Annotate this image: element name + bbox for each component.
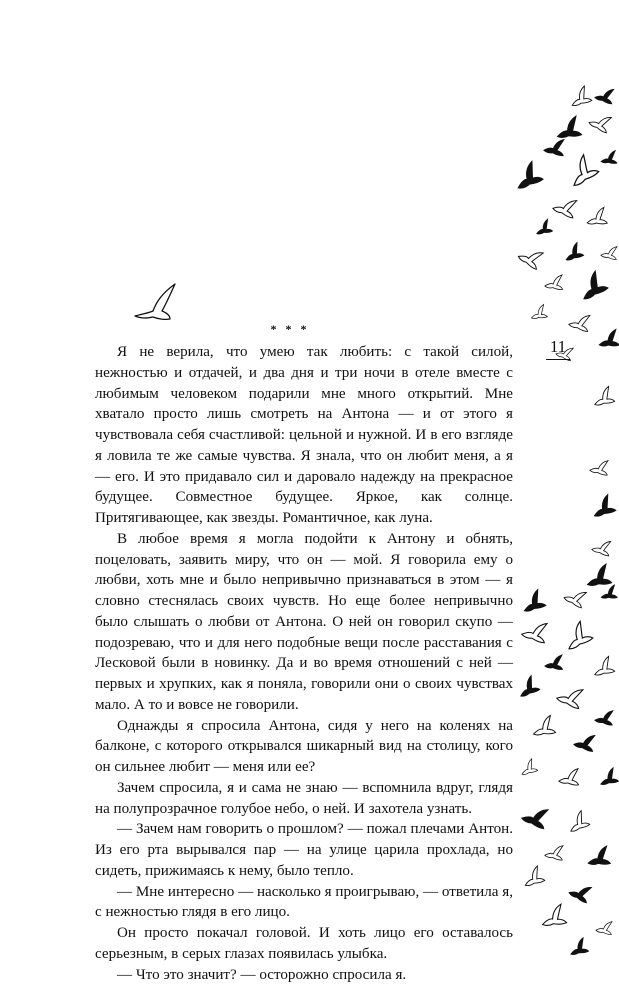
section-separator: * * * [270, 322, 310, 336]
bird-icon [575, 270, 608, 301]
page-number: 11 [546, 337, 570, 360]
bird-icon [573, 731, 597, 752]
paragraph: Зачем спросила, я и сама не знаю — вспомнила вдруг, глядя на полупрозрачное голубое небо, о ней. И захотела узнать. [95, 779, 513, 817]
bird-icon [567, 85, 591, 107]
bird-icon [132, 280, 178, 326]
bird-icon [563, 585, 588, 608]
bird-icon [559, 767, 580, 785]
bird-icon [598, 767, 619, 786]
text-block [95, 342, 513, 985]
bird-icon [562, 242, 584, 262]
bird-icon [601, 244, 619, 260]
bird-icon [565, 810, 590, 833]
bird-icon [543, 136, 566, 156]
bird-icon [591, 537, 612, 556]
bird-icon [601, 150, 617, 163]
bird-icon [600, 585, 617, 599]
paragraph: — Мне интересно — насколько я проигрываю, — ответила я, с нежностью глядя в его лицо. [95, 883, 513, 921]
paragraph: — Зачем нам говорить о прошлом? — пожал плечами Антон. Из его рта вырывался пар — на улице царила прохлада, но сидеть, прижимаясь к нему, было тепло. [95, 821, 513, 879]
bird-icon [515, 675, 540, 698]
bird-icon [568, 880, 593, 903]
bird-icon [511, 160, 544, 190]
flock-of-birds-decoration [509, 80, 619, 960]
bird-icon [545, 653, 564, 669]
bird-icon [568, 311, 592, 332]
paragraph: Однажды я спросила Антона, сидя у него на коленях на балконе, с которого открывался шикарный вид на столицу, кого он сильнее любит — меня или ее? [95, 717, 513, 775]
bird-icon [591, 386, 615, 407]
bird-icon [552, 194, 579, 218]
bird-icon [596, 919, 614, 935]
paragraph: Он просто покачал головой. И хоть лицо его оставалось серьезным, в серых глазах появилась улыбка. [95, 925, 513, 962]
bird-icon [544, 843, 564, 861]
bird-icon [585, 564, 612, 588]
paragraph: Я не верила, что умею так любить: с такой силой, нежностью и отдачей, и два дня и три ночи в отеле вместе с любимым человеком подарили мне много открытий. Мне хватало просто лишь смотреть на Антона — и от этого я чувствовала себя счастливой: цельной и нужной. И в его взгляде я ловила те же самые чувства. Я знала, что он любит меня, а я — его. И это придавало сил и даровало надежду на прекрасное будущее. Совместное будущее. Яркое, как солнце. Притягивающее, как звезды. Романтичное, как луна. [95, 344, 513, 526]
bird-icon [586, 207, 607, 225]
paragraph: — Что это значит? — осторожно спросила я. [117, 966, 407, 983]
bird-icon [598, 329, 619, 347]
bird-icon [518, 758, 538, 776]
bird-icon [529, 304, 547, 320]
bird-icon [587, 846, 610, 866]
bird-icon [594, 708, 614, 726]
bird-icon [519, 589, 546, 613]
bird-icon [517, 243, 545, 270]
paragraph: В любое время я могла подойти к Антону и обнять, поцеловать, заявить миру, что он — мой. Я говорила ему о любви, хоть мне и было непривычно признаваться в этом — я словно стеснялась своих чувств. Но еще более непривычно было слышать о любви от Антона. О ней он говорил скупо — подозреваю, что и для него подобные вещи после расставания с Лесковой были в новинку. Да и во время отношений с ней — первых и хрупких, как я поняла, говорили они о своих чувствах мало. А то и вовсе не говорили. [95, 530, 513, 713]
bird-flock [511, 85, 619, 956]
bird-icon [589, 494, 616, 518]
bird-icon [556, 682, 585, 709]
bird-icon [568, 937, 589, 956]
bird-icon [560, 620, 593, 651]
bird-icon [589, 458, 609, 476]
bird-icon [540, 904, 567, 928]
bird-icon [563, 153, 599, 188]
bird-icon [594, 85, 615, 104]
bird-icon [591, 656, 615, 677]
bird-icon [521, 618, 549, 643]
bird-icon [521, 802, 550, 829]
bird-icon [555, 116, 582, 140]
bird-icon [520, 865, 544, 887]
bird-icon [534, 219, 553, 236]
bird-icon [531, 715, 556, 737]
bird-icon [588, 110, 613, 133]
bird-icon [555, 343, 575, 361]
bird-icon [545, 273, 564, 289]
